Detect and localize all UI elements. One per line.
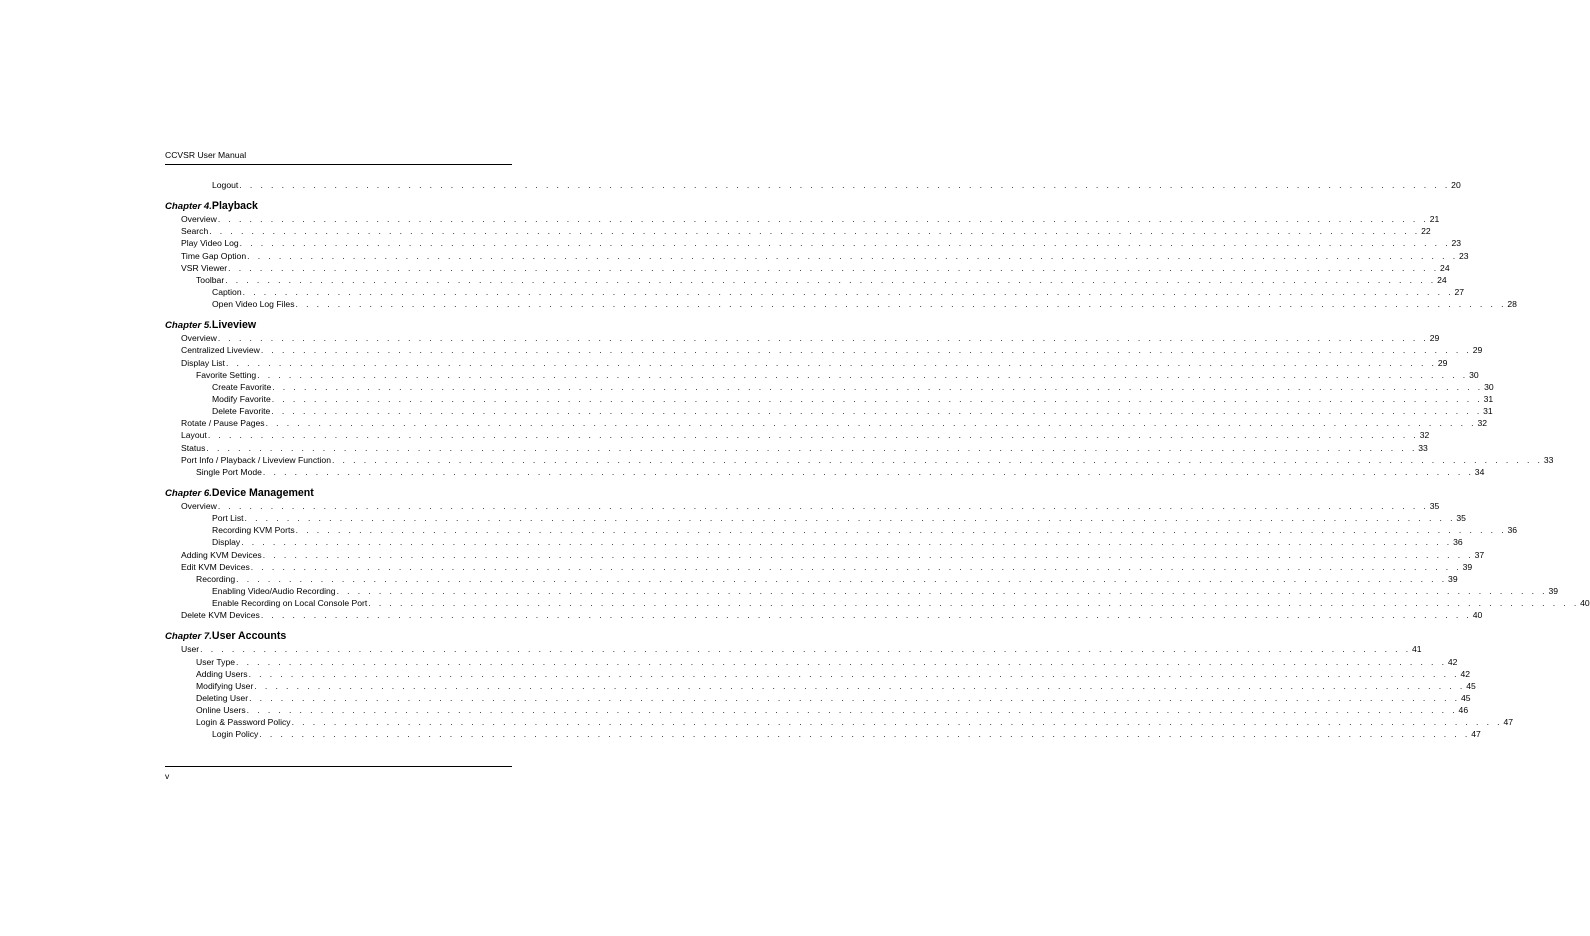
toc-entry[interactable] — [165, 536, 1463, 548]
toc-entry-title: Enable Recording on Local Console Port — [212, 598, 368, 609]
toc-entry[interactable] — [165, 286, 1465, 298]
dot-leader: . . . . . . . . . . . . . . . . . . . . . . . . . . . . . . . . . . . . . . . . . . . . . . . . . . . . . . . . . . . . . . . . . . . . . . . . . . . . . . . . . . . . . . . . . . . . . . . . . . . . . . . . . . . . . . . . . . . — [248, 668, 1460, 679]
toc-page-number: 24 — [1437, 274, 1447, 285]
toc-entry-title: Overview — [181, 214, 217, 225]
chapter-label: Chapter 7. — [165, 631, 212, 643]
toc-page-number: 28 — [1507, 299, 1517, 310]
toc-page-number: 30 — [1469, 369, 1479, 380]
toc-entry[interactable] — [165, 179, 1461, 191]
toc-page-number: 32 — [1419, 430, 1430, 441]
dot-leader: . . . . . . . . . . . . . . . . . . . . . . . . . . . . . . . . . . . . . . . . . . . . . . . . . . . . . . . . . . . . . . . . . . . . . . . . . . . . . . . . . . . . . . . . . . . . . . . . . . . . . . . . . . . . . . . . . . . — [241, 537, 1453, 548]
dot-leader: . . . . . . . . . . . . . . . . . . . . . . . . . . . . . . . . . . . . . . . . . . . . . . . . . . . . . . . . . . . . . . . . . . . . . . . . . . . . . . . . . . . . . . . . . . . . . . . . . . . . . . . . . . . . . . . . . . . — [336, 585, 1548, 596]
toc-entry-title: Recording — [196, 573, 236, 584]
toc-entry-title: Overview — [181, 333, 217, 344]
toc-entry[interactable] — [165, 656, 1458, 668]
dot-leader: . . . . . . . . . . . . . . . . . . . . . . . . . . . . . . . . . . . . . . . . . . . . . . . . . . . . . . . . . . . . . . . . . . . . . . . . . . . . . . . . . . . . . . . . . . . . . . . . . . . . . . . . . . . . . . . . . . . — [271, 406, 1483, 417]
toc-entry[interactable] — [165, 250, 1469, 262]
dot-leader: . . . . . . . . . . . . . . . . . . . . . . . . . . . . . . . . . . . . . . . . . . . . . . . . . . . . . . . . . . . . . . . . . . . . . . . . . . . . . . . . . . . . . . . . . . . . . . . . . . . . . . . . . . . . . . . . . . . — [291, 717, 1503, 728]
toc-entry[interactable] — [165, 512, 1466, 524]
toc-entry[interactable] — [165, 274, 1447, 286]
dot-leader: . . . . . . . . . . . . . . . . . . . . . . . . . . . . . . . . . . . . . . . . . . . . . . . . . . . . . . . . . . . . . . . . . . . . . . . . . . . . . . . . . . . . . . . . . . . . . . . . . . . . . . . . . . . . . . . . . . . — [259, 729, 1471, 740]
toc-entry-title: Recording KVM Ports — [212, 525, 295, 536]
toc-entry-title: Search — [181, 226, 209, 237]
toc-entry-title: Login & Password Policy — [196, 717, 291, 728]
dot-leader: . . . . . . . . . . . . . . . . . . . . . . . . . . . . . . . . . . . . . . . . . . . . . . . . . . . . . . . . . . . . . . . . . . . . . . . . . . . . . . . . . . . . . . . . . . . . . . . . . . . . . . . . . . . . . . . . . . . — [217, 333, 1429, 344]
toc-entry-title: Caption — [212, 286, 242, 297]
toc-entry[interactable] — [165, 381, 1494, 393]
toc-entry-title: Edit KVM Devices — [181, 561, 250, 572]
dot-leader: . . . . . . . . . . . . . . . . . . . . . . . . . . . . . . . . . . . . . . . . . . . . . . . . . . . . . . . . . . . . . . . . . . . . . . . . . . . . . . . . . . . . . . . . . . . . . . . . . . . . . . . . . . . . . . . . . . . — [262, 466, 1474, 477]
toc-entry[interactable] — [165, 369, 1479, 381]
toc-entry[interactable] — [165, 213, 1440, 225]
toc-page-number: 47 — [1471, 729, 1481, 740]
toc-page-number: 40 — [1580, 598, 1590, 609]
toc-entry-title: Display List — [181, 357, 225, 368]
dot-leader: . . . . . . . . . . . . . . . . . . . . . . . . . . . . . . . . . . . . . . . . . . . . . . . . . . . . . . . . . . . . . . . . . . . . . . . . . . . . . . . . . . . . . . . . . . . . . . . . . . . . . . . . . . . . . . . . . . . — [239, 180, 1451, 190]
chapter-label: Chapter 5. — [165, 320, 212, 332]
chapter-heading[interactable] — [165, 623, 512, 643]
toc-entry[interactable] — [165, 597, 1590, 609]
toc-entry-title: User — [181, 644, 200, 655]
toc-page-number: 31 — [1483, 393, 1494, 404]
toc-entry[interactable] — [165, 728, 1481, 740]
toc-page-number: 33 — [1543, 454, 1554, 465]
toc-entry[interactable] — [165, 561, 1473, 573]
toc-page-number: 41 — [1412, 644, 1422, 655]
toc-page-number: 36 — [1453, 537, 1463, 548]
dot-leader: . . . . . . . . . . . . . . . . . . . . . . . . . . . . . . . . . . . . . . . . . . . . . . . . . . . . . . . . . . . . . . . . . . . . . . . . . . . . . . . . . . . . . . . . . . . . . . . . . . . . . . . . . . . . . . . . . . . — [249, 692, 1460, 703]
toc-entry-title: Rotate / Pause Pages — [181, 418, 265, 429]
dot-leader: . . . . . . . . . . . . . . . . . . . . . . . . . . . . . . . . . . . . . . . . . . . . . . . . . . . . . . . . . . . . . . . . . . . . . . . . . . . . . . . . . . . . . . . . . . . . . . . . . . . . . . . . . . . . . . . . . . . — [295, 525, 1507, 536]
dot-leader: . . . . . . . . . . . . . . . . . . . . . . . . . . . . . . . . . . . . . . . . . . . . . . . . . . . . . . . . . . . . . . . . . . . . . . . . . . . . . . . . . . . . . . . . . . . . . . . . . . . . . . . . . . . . . . . . . . . — [217, 214, 1429, 225]
dot-leader: . . . . . . . . . . . . . . . . . . . . . . . . . . . . . . . . . . . . . . . . . . . . . . . . . . . . . . . . . . . . . . . . . . . . . . . . . . . . . . . . . . . . . . . . . . . . . . . . . . . . . . . . . . . . . . . . . . . — [271, 393, 1483, 404]
dot-leader: . . . . . . . . . . . . . . . . . . . . . . . . . . . . . . . . . . . . . . . . . . . . . . . . . . . . . . . . . . . . . . . . . . . . . . . . . . . . . . . . . . . . . . . . . . . . . . . . . . . . . . . . . . . . . . . . . . . — [295, 299, 1507, 310]
toc-entry-title: Adding Users — [196, 668, 248, 679]
toc-entry[interactable] — [165, 357, 1448, 369]
toc-page-number: 31 — [1483, 406, 1493, 417]
toc-page-number: 40 — [1472, 610, 1483, 621]
toc-entry[interactable] — [165, 237, 1462, 249]
toc-entry[interactable] — [165, 332, 1440, 344]
toc-entry[interactable] — [165, 716, 1514, 728]
dot-leader: . . . . . . . . . . . . . . . . . . . . . . . . . . . . . . . . . . . . . . . . . . . . . . . . . . . . . . . . . . . . . . . . . . . . . . . . . . . . . . . . . . . . . . . . . . . . . . . . . . . . . . . . . . . . . . . . . . . — [209, 226, 1421, 237]
toc-page-number: 23 — [1459, 250, 1469, 261]
toc-entry[interactable] — [165, 549, 1485, 561]
toc-entry-title: Play Video Log — [181, 238, 239, 249]
toc-entry[interactable] — [165, 524, 1518, 536]
toc-page-number: 42 — [1460, 668, 1471, 679]
toc-page-number: 39 — [1462, 561, 1473, 572]
toc-page-number: 34 — [1474, 466, 1485, 477]
toc-entry[interactable] — [165, 585, 1559, 597]
dot-leader: . . . . . . . . . . . . . . . . . . . . . . . . . . . . . . . . . . . . . . . . . . . . . . . . . . . . . . . . . . . . . . . . . . . . . . . . . . . . . . . . . . . . . . . . . . . . . . . . . . . . . . . . . . . . . . . . . . . — [217, 500, 1429, 511]
toc-entry-title: Overview — [181, 500, 217, 511]
dot-leader: . . . . . . . . . . . . . . . . . . . . . . . . . . . . . . . . . . . . . . . . . . . . . . . . . . . . . . . . . . . . . . . . . . . . . . . . . . . . . . . . . . . . . . . . . . . . . . . . . . . . . . . . . . . . . . . . . . . — [207, 430, 1419, 441]
toc-page-number: 39 — [1548, 585, 1559, 596]
toc-entry-title: Delete KVM Devices — [181, 610, 260, 621]
dot-leader: . . . . . . . . . . . . . . . . . . . . . . . . . . . . . . . . . . . . . . . . . . . . . . . . . . . . . . . . . . . . . . . . . . . . . . . . . . . . . . . . . . . . . . . . . . . . . . . . . . . . . . . . . . . . . . . . . . . — [225, 274, 1437, 285]
chapter-title: Playback — [211, 200, 258, 213]
toc-page-number: 29 — [1437, 357, 1448, 368]
toc-page-number: 22 — [1421, 226, 1431, 237]
toc-entry-title: Logout — [212, 180, 239, 190]
toc-entry-title: Modifying User — [196, 680, 254, 691]
table-of-contents — [165, 179, 1590, 740]
dot-leader: . . . . . . . . . . . . . . . . . . . . . . . . . . . . . . . . . . . . . . . . . . . . . . . . . . . . . . . . . . . . . . . . . . . . . . . . . . . . . . . . . . . . . . . . . . . . . . . . . . . . . . . . . . . . . . . . . . . — [244, 513, 1456, 524]
toc-page-number: 33 — [1418, 442, 1428, 453]
toc-page-number: 32 — [1477, 418, 1488, 429]
toc-page-number: 37 — [1474, 549, 1485, 560]
toc-page-number: 24 — [1440, 262, 1450, 273]
dot-leader: . . . . . . . . . . . . . . . . . . . . . . . . . . . . . . . . . . . . . . . . . . . . . . . . . . . . . . . . . . . . . . . . . . . . . . . . . . . . . . . . . . . . . . . . . . . . . . . . . . . . . . . . . . . . . . . . . . . — [206, 442, 1418, 453]
chapter-title: Device Management — [211, 486, 314, 499]
toc-page-number: 35 — [1456, 513, 1466, 524]
toc-entry[interactable] — [165, 668, 1471, 680]
toc-entry-title: Display — [212, 537, 241, 548]
toc-entry[interactable] — [165, 454, 1554, 466]
header-rule — [165, 164, 512, 165]
toc-entry-title: Layout — [181, 430, 207, 441]
dot-leader: . . . . . . . . . . . . . . . . . . . . . . . . . . . . . . . . . . . . . . . . . . . . . . . . . . . . . . . . . . . . . . . . . . . . . . . . . . . . . . . . . . . . . . . . . . . . . . . . . . . . . . . . . . . . . . . . . . . — [272, 381, 1484, 392]
toc-entry-title: Adding KVM Devices — [181, 549, 262, 560]
toc-entry-title: Status — [181, 442, 206, 453]
toc-entry-title: Port List — [212, 513, 244, 524]
toc-page-number: 47 — [1503, 717, 1514, 728]
chapter-heading[interactable] — [165, 480, 512, 500]
toc-entry[interactable] — [165, 500, 1440, 512]
toc-page-number: 39 — [1448, 573, 1458, 584]
toc-page-number: 29 — [1472, 345, 1483, 356]
footer-rule — [165, 766, 512, 767]
toc-page-number: 23 — [1451, 238, 1462, 249]
toc-entry-title: Favorite Setting — [196, 369, 257, 380]
dot-leader: . . . . . . . . . . . . . . . . . . . . . . . . . . . . . . . . . . . . . . . . . . . . . . . . . . . . . . . . . . . . . . . . . . . . . . . . . . . . . . . . . . . . . . . . . . . . . . . . . . . . . . . . . . . . . . . . . . . — [262, 549, 1474, 560]
toc-entry-title: Port Info / Playback / Liveview Function — [181, 454, 331, 465]
toc-entry-title: Delete Favorite — [212, 406, 271, 417]
toc-page-number: 45 — [1460, 692, 1471, 703]
toc-entry[interactable] — [165, 466, 1485, 478]
toc-page-number: 35 — [1429, 500, 1440, 511]
toc-entry[interactable] — [165, 393, 1494, 405]
toc-page-number: 27 — [1454, 286, 1465, 297]
toc-entry[interactable] — [165, 609, 1483, 621]
running-header: CCVSR User Manual — [165, 150, 247, 160]
dot-leader: . . . . . . . . . . . . . . . . . . . . . . . . . . . . . . . . . . . . . . . . . . . . . . . . . . . . . . . . . . . . . . . . . . . . . . . . . . . . . . . . . . . . . . . . . . . . . . . . . . . . . . . . . . . . . . . . . . . — [200, 644, 1412, 655]
toc-entry-title: Deleting User — [196, 692, 249, 703]
chapter-title: User Accounts — [211, 630, 287, 643]
toc-entry[interactable] — [165, 417, 1488, 429]
toc-page-number: 29 — [1429, 333, 1440, 344]
dot-leader: . . . . . . . . . . . . . . . . . . . . . . . . . . . . . . . . . . . . . . . . . . . . . . . . . . . . . . . . . . . . . . . . . . . . . . . . . . . . . . . . . . . . . . . . . . . . . . . . . . . . . . . . . . . . . . . . . . . — [257, 369, 1469, 380]
dot-leader: . . . . . . . . . . . . . . . . . . . . . . . . . . . . . . . . . . . . . . . . . . . . . . . . . . . . . . . . . . . . . . . . . . . . . . . . . . . . . . . . . . . . . . . . . . . . . . . . . . . . . . . . . . . . . . . . . . . — [225, 357, 1437, 368]
dot-leader: . . . . . . . . . . . . . . . . . . . . . . . . . . . . . . . . . . . . . . . . . . . . . . . . . . . . . . . . . . . . . . . . . . . . . . . . . . . . . . . . . . . . . . . . . . . . . . . . . . . . . . . . . . . . . . . . . . . — [331, 454, 1543, 465]
toc-page-number: 45 — [1466, 680, 1476, 691]
toc-entry-title: User Type — [196, 656, 236, 667]
toc-entry-title: Create Favorite — [212, 381, 272, 392]
toc-entry-title: Toolbar — [196, 274, 225, 285]
toc-entry[interactable] — [165, 704, 1469, 716]
toc-entry-title: Time Gap Option — [181, 250, 247, 261]
toc-entry[interactable] — [165, 692, 1471, 704]
toc-entry[interactable] — [165, 405, 1493, 417]
dot-leader: . . . . . . . . . . . . . . . . . . . . . . . . . . . . . . . . . . . . . . . . . . . . . . . . . . . . . . . . . . . . . . . . . . . . . . . . . . . . . . . . . . . . . . . . . . . . . . . . . . . . . . . . . . . . . . . . . . . — [247, 250, 1458, 261]
toc-entry-title: Enabling Video/Audio Recording — [212, 585, 336, 596]
toc-entry[interactable] — [165, 680, 1476, 692]
dot-leader: . . . . . . . . . . . . . . . . . . . . . . . . . . . . . . . . . . . . . . . . . . . . . . . . . . . . . . . . . . . . . . . . . . . . . . . . . . . . . . . . . . . . . . . . . . . . . . . . . . . . . . . . . . . . . . . . . . . — [250, 561, 1462, 572]
toc-entry-title: Modify Favorite — [212, 393, 271, 404]
toc-page-number: 42 — [1447, 656, 1458, 667]
toc-entry-title: Centralized Liveview — [181, 345, 260, 356]
toc-entry[interactable] — [165, 298, 1517, 310]
dot-leader: . . . . . . . . . . . . . . . . . . . . . . . . . . . . . . . . . . . . . . . . . . . . . . . . . . . . . . . . . . . . . . . . . . . . . . . . . . . . . . . . . . . . . . . . . . . . . . . . . . . . . . . . . . . . . . . . . . . — [246, 705, 1458, 716]
page-number: v — [165, 771, 170, 781]
toc-page-number: 20 — [1451, 180, 1461, 190]
toc-entry[interactable] — [165, 225, 1431, 237]
dot-leader: . . . . . . . . . . . . . . . . . . . . . . . . . . . . . . . . . . . . . . . . . . . . . . . . . . . . . . . . . . . . . . . . . . . . . . . . . . . . . . . . . . . . . . . . . . . . . . . . . . . . . . . . . . . . . . . . . . . — [254, 680, 1466, 691]
dot-leader: . . . . . . . . . . . . . . . . . . . . . . . . . . . . . . . . . . . . . . . . . . . . . . . . . . . . . . . . . . . . . . . . . . . . . . . . . . . . . . . . . . . . . . . . . . . . . . . . . . . . . . . . . . . . . . . . . . . — [265, 418, 1477, 429]
chapter-title: Liveview — [211, 319, 257, 332]
toc-page-number: 21 — [1429, 214, 1440, 225]
toc-entry-title: Open Video Log Files — [212, 299, 295, 310]
chapter-heading[interactable] — [165, 312, 512, 332]
dot-leader: . . . . . . . . . . . . . . . . . . . . . . . . . . . . . . . . . . . . . . . . . . . . . . . . . . . . . . . . . . . . . . . . . . . . . . . . . . . . . . . . . . . . . . . . . . . . . . . . . . . . . . . . . . . . . . . . . . . — [236, 656, 1447, 667]
toc-entry[interactable] — [165, 262, 1450, 274]
toc-entry[interactable] — [165, 643, 1422, 655]
dot-leader: . . . . . . . . . . . . . . . . . . . . . . . . . . . . . . . . . . . . . . . . . . . . . . . . . . . . . . . . . . . . . . . . . . . . . . . . . . . . . . . . . . . . . . . . . . . . . . . . . . . . . . . . . . . . . . . . . . . — [260, 610, 1472, 621]
toc-entry-title: VSR Viewer — [181, 262, 228, 273]
dot-leader: . . . . . . . . . . . . . . . . . . . . . . . . . . . . . . . . . . . . . . . . . . . . . . . . . . . . . . . . . . . . . . . . . . . . . . . . . . . . . . . . . . . . . . . . . . . . . . . . . . . . . . . . . . . . . . . . . . . — [260, 345, 1472, 356]
chapter-heading[interactable] — [165, 193, 512, 213]
dot-leader: . . . . . . . . . . . . . . . . . . . . . . . . . . . . . . . . . . . . . . . . . . . . . . . . . . . . . . . . . . . . . . . . . . . . . . . . . . . . . . . . . . . . . . . . . . . . . . . . . . . . . . . . . . . . . . . . . . . — [236, 573, 1448, 584]
toc-entry[interactable] — [165, 573, 1458, 585]
dot-leader: . . . . . . . . . . . . . . . . . . . . . . . . . . . . . . . . . . . . . . . . . . . . . . . . . . . . . . . . . . . . . . . . . . . . . . . . . . . . . . . . . . . . . . . . . . . . . . . . . . . . . . . . . . . . . . . . . . . — [239, 238, 1451, 249]
toc-entry-title: Login Policy — [212, 729, 259, 740]
toc-entry[interactable] — [165, 429, 1430, 441]
dot-leader: . . . . . . . . . . . . . . . . . . . . . . . . . . . . . . . . . . . . . . . . . . . . . . . . . . . . . . . . . . . . . . . . . . . . . . . . . . . . . . . . . . . . . . . . . . . . . . . . . . . . . . . . . . . . . . . . . . . — [228, 262, 1440, 273]
chapter-label: Chapter 6. — [165, 487, 212, 499]
toc-entry-title: Online Users — [196, 705, 246, 716]
toc-entry[interactable] — [165, 442, 1428, 454]
chapter-label: Chapter 4. — [165, 201, 212, 213]
toc-page-number: 36 — [1507, 525, 1518, 536]
toc-entry[interactable] — [165, 344, 1483, 356]
toc-entry-title: Single Port Mode — [196, 466, 262, 477]
toc-page-number: 30 — [1484, 381, 1494, 392]
toc-page-number: 46 — [1458, 705, 1469, 716]
dot-leader: . . . . . . . . . . . . . . . . . . . . . . . . . . . . . . . . . . . . . . . . . . . . . . . . . . . . . . . . . . . . . . . . . . . . . . . . . . . . . . . . . . . . . . . . . . . . . . . . . . . . . . . . . . . . . . . . . . . — [368, 598, 1580, 609]
dot-leader: . . . . . . . . . . . . . . . . . . . . . . . . . . . . . . . . . . . . . . . . . . . . . . . . . . . . . . . . . . . . . . . . . . . . . . . . . . . . . . . . . . . . . . . . . . . . . . . . . . . . . . . . . . . . . . . . . . . — [242, 286, 1454, 297]
